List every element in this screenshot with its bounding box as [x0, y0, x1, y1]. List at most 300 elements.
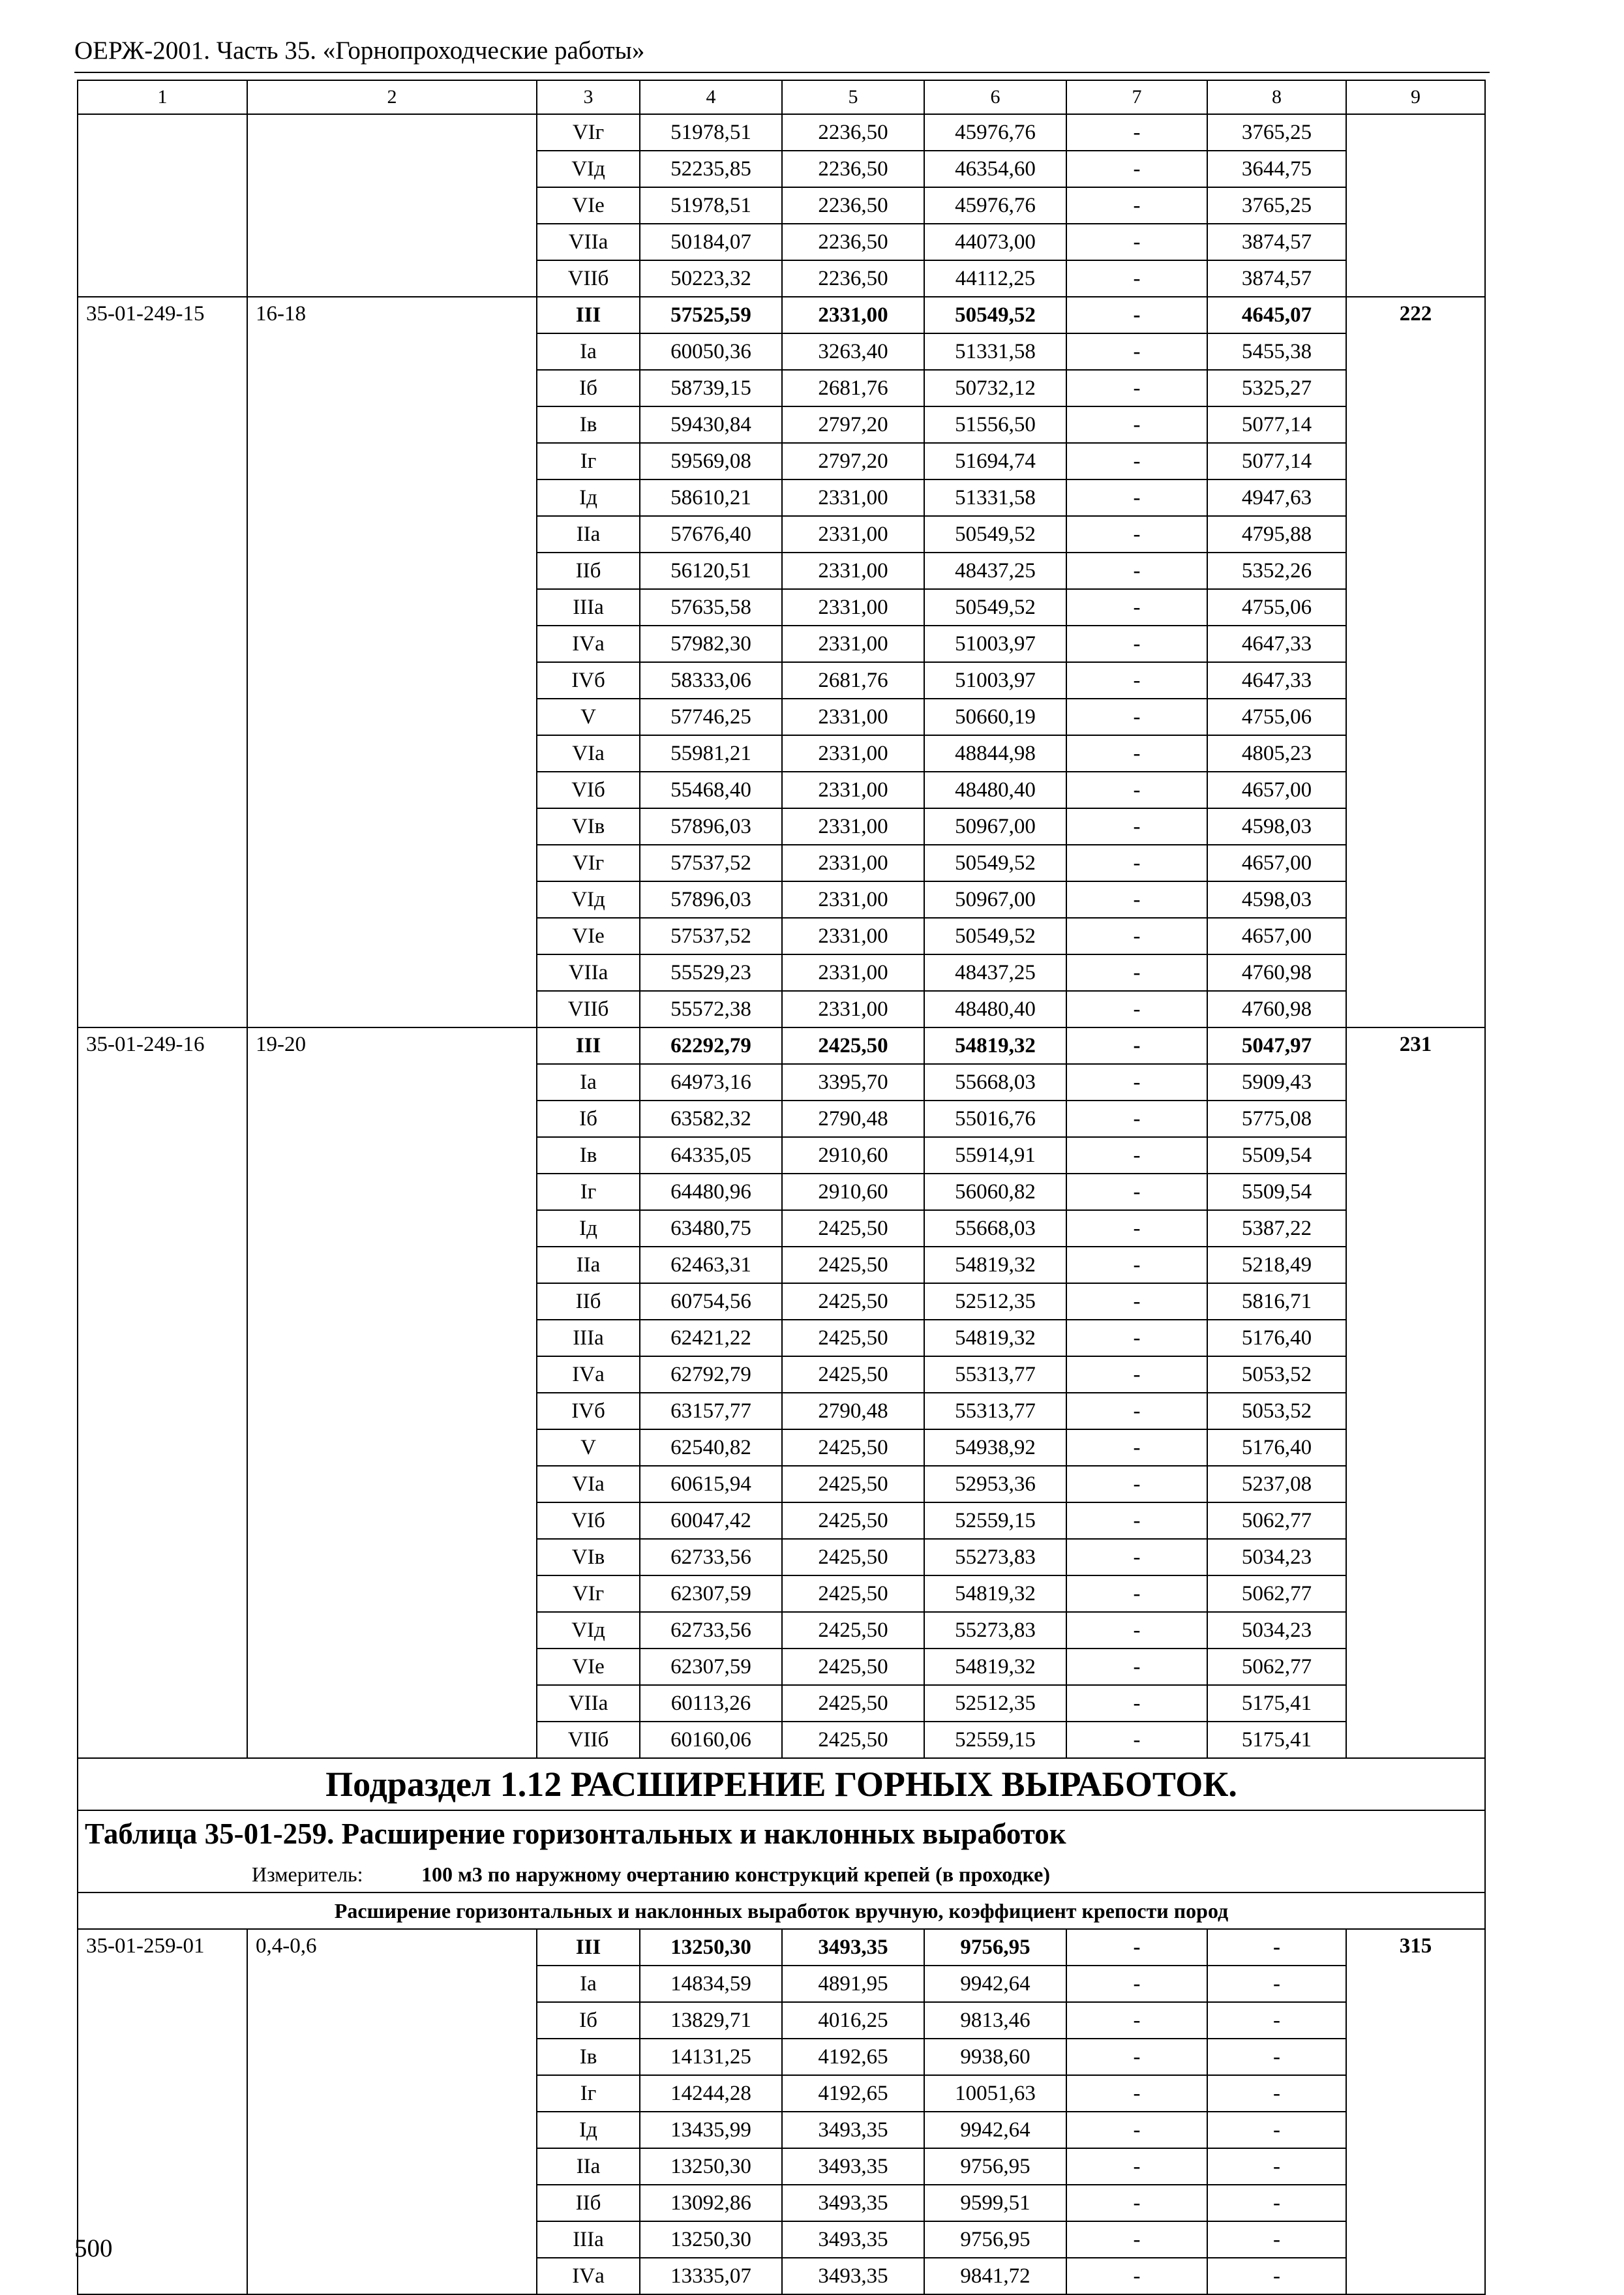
drivers-wages-cell: - [1066, 991, 1207, 1027]
total-cost-cell: 51978,51 [640, 187, 782, 224]
wages-cell: 4192,65 [782, 2039, 924, 2075]
materials-cell: - [1207, 2039, 1346, 2075]
wages-cell: 2790,48 [782, 1101, 924, 1137]
drivers-wages-cell: - [1066, 553, 1207, 589]
table-row [78, 114, 1485, 151]
page-header: ОЕРЖ-2001. Часть 35. «Горнопроходческие работы» [74, 37, 645, 65]
materials-cell: 5509,54 [1207, 1137, 1346, 1174]
wages-cell: 2425,50 [782, 1649, 924, 1685]
machines-cell: 50967,00 [924, 881, 1066, 918]
class-cell: VIа [537, 735, 640, 772]
materials-cell: 5077,14 [1207, 443, 1346, 479]
total-cost-cell: 57525,59 [640, 297, 782, 333]
drivers-wages-cell: - [1066, 1101, 1207, 1137]
wages-cell: 3493,35 [782, 2112, 924, 2148]
machines-cell: 50549,52 [924, 297, 1066, 333]
drivers-wages-cell: - [1066, 443, 1207, 479]
wages-cell: 2331,00 [782, 479, 924, 516]
class-cell: VIд [537, 1612, 640, 1649]
wages-cell: 2331,00 [782, 881, 924, 918]
drivers-wages-cell: - [1066, 370, 1207, 406]
labor-cost-cell [1346, 114, 1485, 297]
drivers-wages-cell: - [1066, 2221, 1207, 2258]
machines-cell: 51331,58 [924, 333, 1066, 370]
drivers-wages-cell: - [1066, 954, 1207, 991]
description-row [78, 1892, 1485, 1929]
description-cell: Расширение горизонтальных и наклонных выработок вручную, коэффициент крепости пород [78, 1892, 1485, 1929]
total-cost-cell: 51978,51 [640, 114, 782, 151]
wages-cell: 2425,50 [782, 1027, 924, 1064]
total-cost-cell: 57635,58 [640, 589, 782, 626]
measure-row [78, 1857, 1485, 1892]
materials-cell: 5176,40 [1207, 1429, 1346, 1466]
class-cell: IIIа [537, 2221, 640, 2258]
measure-cell [78, 1857, 1485, 1892]
materials-cell: - [1207, 2185, 1346, 2221]
wages-cell: 2331,00 [782, 918, 924, 954]
wages-cell: 2331,00 [782, 772, 924, 808]
class-cell: IIб [537, 2185, 640, 2221]
wages-cell: 2236,50 [782, 151, 924, 187]
drivers-wages-cell: - [1066, 2039, 1207, 2075]
total-cost-cell: 14244,28 [640, 2075, 782, 2112]
wages-cell: 2425,50 [782, 1539, 924, 1575]
wages-cell: 2331,00 [782, 516, 924, 553]
wages-cell: 2425,50 [782, 1247, 924, 1283]
materials-cell: - [1207, 2221, 1346, 2258]
wages-cell: 2331,00 [782, 297, 924, 333]
drivers-wages-cell: - [1066, 187, 1207, 224]
materials-cell: 5062,77 [1207, 1575, 1346, 1612]
total-cost-cell: 58610,21 [640, 479, 782, 516]
wages-cell: 2425,50 [782, 1429, 924, 1466]
materials-cell: 5175,41 [1207, 1722, 1346, 1758]
materials-cell: 3765,25 [1207, 187, 1346, 224]
drivers-wages-cell: - [1066, 1210, 1207, 1247]
total-cost-cell: 62463,31 [640, 1247, 782, 1283]
total-cost-cell: 56120,51 [640, 553, 782, 589]
machines-cell: 9599,51 [924, 2185, 1066, 2221]
class-cell: V [537, 1429, 640, 1466]
labor-cost-cell: 222 [1346, 297, 1485, 1027]
machines-cell: 50660,19 [924, 699, 1066, 735]
drivers-wages-cell: - [1066, 845, 1207, 881]
machines-cell: 55016,76 [924, 1101, 1066, 1137]
total-cost-cell: 64973,16 [640, 1064, 782, 1101]
materials-cell: - [1207, 2002, 1346, 2039]
machines-cell: 45976,76 [924, 114, 1066, 151]
wages-cell: 4016,25 [782, 2002, 924, 2039]
materials-cell: 5062,77 [1207, 1649, 1346, 1685]
machines-cell: 46354,60 [924, 151, 1066, 187]
class-cell: Iв [537, 1137, 640, 1174]
drivers-wages-cell: - [1066, 1064, 1207, 1101]
materials-cell: 4598,03 [1207, 808, 1346, 845]
total-cost-cell: 62540,82 [640, 1429, 782, 1466]
machines-cell: 50549,52 [924, 589, 1066, 626]
materials-cell: - [1207, 1929, 1346, 1966]
machines-cell: 55668,03 [924, 1210, 1066, 1247]
class-cell: VIа [537, 1466, 640, 1502]
class-cell: Iг [537, 443, 640, 479]
class-cell: VIIб [537, 260, 640, 297]
total-cost-cell: 63480,75 [640, 1210, 782, 1247]
materials-cell: 5047,97 [1207, 1027, 1346, 1064]
column-number: 1 [78, 80, 247, 114]
machines-cell: 50967,00 [924, 808, 1066, 845]
class-cell: VIг [537, 845, 640, 881]
column-number-row [78, 80, 1485, 114]
class-cell: Iг [537, 1174, 640, 1210]
materials-cell: 4657,00 [1207, 918, 1346, 954]
wages-cell: 2797,20 [782, 406, 924, 443]
materials-cell: - [1207, 2148, 1346, 2185]
materials-cell: 4760,98 [1207, 954, 1346, 991]
total-cost-cell: 62733,56 [640, 1612, 782, 1649]
wages-cell: 2331,00 [782, 845, 924, 881]
wages-cell: 2331,00 [782, 991, 924, 1027]
materials-cell: 4755,06 [1207, 699, 1346, 735]
machines-cell: 55273,83 [924, 1612, 1066, 1649]
total-cost-cell: 60160,06 [640, 1722, 782, 1758]
column-number: 6 [924, 80, 1066, 114]
drivers-wages-cell: - [1066, 333, 1207, 370]
machines-cell: 55273,83 [924, 1539, 1066, 1575]
table-row [78, 1027, 1485, 1064]
machines-cell: 51556,50 [924, 406, 1066, 443]
machines-cell: 48480,40 [924, 991, 1066, 1027]
total-cost-cell: 60047,42 [640, 1502, 782, 1539]
header-rule [74, 72, 1490, 73]
column-number: 5 [782, 80, 924, 114]
class-cell: IIа [537, 2148, 640, 2185]
materials-cell: 5062,77 [1207, 1502, 1346, 1539]
wages-cell: 2331,00 [782, 735, 924, 772]
materials-cell: 5509,54 [1207, 1174, 1346, 1210]
drivers-wages-cell: - [1066, 2185, 1207, 2221]
drivers-wages-cell: - [1066, 297, 1207, 333]
class-cell: III [537, 297, 640, 333]
drivers-wages-cell: - [1066, 918, 1207, 954]
machines-cell: 52559,15 [924, 1722, 1066, 1758]
column-number: 9 [1346, 80, 1485, 114]
total-cost-cell: 13335,07 [640, 2258, 782, 2294]
class-cell: Iа [537, 1966, 640, 2002]
wages-cell: 2425,50 [782, 1612, 924, 1649]
total-cost-cell: 50184,07 [640, 224, 782, 260]
machines-cell: 56060,82 [924, 1174, 1066, 1210]
materials-cell: 3765,25 [1207, 114, 1346, 151]
materials-cell: 5175,41 [1207, 1685, 1346, 1722]
class-cell: VIв [537, 1539, 640, 1575]
machines-cell: 50549,52 [924, 516, 1066, 553]
drivers-wages-cell: - [1066, 2258, 1207, 2294]
total-cost-cell: 60113,26 [640, 1685, 782, 1722]
materials-cell: 5176,40 [1207, 1320, 1346, 1356]
materials-cell: 4598,03 [1207, 881, 1346, 918]
class-cell: VIIа [537, 224, 640, 260]
total-cost-cell: 14131,25 [640, 2039, 782, 2075]
materials-cell: 4947,63 [1207, 479, 1346, 516]
class-cell: IIIа [537, 1320, 640, 1356]
wages-cell: 2790,48 [782, 1393, 924, 1429]
drivers-wages-cell: - [1066, 1137, 1207, 1174]
total-cost-cell: 63157,77 [640, 1393, 782, 1429]
drivers-wages-cell: - [1066, 1539, 1207, 1575]
materials-cell: 5237,08 [1207, 1466, 1346, 1502]
rates-table [77, 80, 1486, 2295]
norm-code-cell: 35-01-249-15 [78, 297, 247, 1027]
machines-cell: 52512,35 [924, 1685, 1066, 1722]
norm-code-cell [78, 114, 247, 297]
total-cost-cell: 62733,56 [640, 1539, 782, 1575]
class-cell: Iб [537, 370, 640, 406]
class-cell: IVб [537, 662, 640, 699]
total-cost-cell: 55981,21 [640, 735, 782, 772]
class-cell: VIв [537, 808, 640, 845]
wages-cell: 3493,35 [782, 2221, 924, 2258]
machines-cell: 48844,98 [924, 735, 1066, 772]
drivers-wages-cell: - [1066, 626, 1207, 662]
materials-cell: - [1207, 1966, 1346, 2002]
machines-cell: 55313,77 [924, 1393, 1066, 1429]
wages-cell: 2910,60 [782, 1174, 924, 1210]
materials-cell: - [1207, 2112, 1346, 2148]
wages-cell: 2425,50 [782, 1502, 924, 1539]
total-cost-cell: 57676,40 [640, 516, 782, 553]
wages-cell: 4891,95 [782, 1966, 924, 2002]
page-number: 500 [74, 2234, 113, 2262]
column-number: 7 [1066, 80, 1207, 114]
wages-cell: 2425,50 [782, 1283, 924, 1320]
wages-cell: 2425,50 [782, 1356, 924, 1393]
drivers-wages-cell: - [1066, 406, 1207, 443]
machines-cell: 10051,63 [924, 2075, 1066, 2112]
machines-cell: 51003,97 [924, 662, 1066, 699]
class-cell: IVа [537, 626, 640, 662]
materials-cell: 3874,57 [1207, 224, 1346, 260]
machines-cell: 54819,32 [924, 1247, 1066, 1283]
table-title-row [78, 1810, 1485, 1857]
drivers-wages-cell: - [1066, 881, 1207, 918]
table-body [78, 80, 1485, 2294]
total-cost-cell: 57537,52 [640, 918, 782, 954]
machines-cell: 45976,76 [924, 187, 1066, 224]
total-cost-cell: 59569,08 [640, 443, 782, 479]
labor-cost-cell: 315 [1346, 1929, 1485, 2294]
machines-cell: 52953,36 [924, 1466, 1066, 1502]
machines-cell: 52512,35 [924, 1283, 1066, 1320]
drivers-wages-cell: - [1066, 2002, 1207, 2039]
materials-cell: 5077,14 [1207, 406, 1346, 443]
column-number: 2 [247, 80, 537, 114]
wages-cell: 2425,50 [782, 1722, 924, 1758]
class-cell: IIб [537, 553, 640, 589]
class-cell: VIе [537, 918, 640, 954]
class-cell: III [537, 1027, 640, 1064]
class-cell: VIг [537, 1575, 640, 1612]
class-cell: VIг [537, 114, 640, 151]
machines-cell: 51003,97 [924, 626, 1066, 662]
materials-cell: 5218,49 [1207, 1247, 1346, 1283]
materials-cell: - [1207, 2075, 1346, 2112]
total-cost-cell: 62307,59 [640, 1649, 782, 1685]
materials-cell: 5053,52 [1207, 1393, 1346, 1429]
wages-cell: 3493,35 [782, 2258, 924, 2294]
materials-cell: 5775,08 [1207, 1101, 1346, 1137]
wages-cell: 2797,20 [782, 443, 924, 479]
materials-cell: 5455,38 [1207, 333, 1346, 370]
norm-code-cell: 35-01-259-01 [78, 1929, 247, 2294]
machines-cell: 48480,40 [924, 772, 1066, 808]
machines-cell: 9756,95 [924, 2148, 1066, 2185]
column-number: 3 [537, 80, 640, 114]
drivers-wages-cell: - [1066, 224, 1207, 260]
drivers-wages-cell: - [1066, 1929, 1207, 1966]
table-row [78, 1929, 1485, 1966]
machines-cell: 50549,52 [924, 845, 1066, 881]
total-cost-cell: 52235,85 [640, 151, 782, 187]
drivers-wages-cell: - [1066, 260, 1207, 297]
parameter-range-cell: 19-20 [247, 1027, 537, 1758]
wages-cell: 2331,00 [782, 808, 924, 845]
drivers-wages-cell: - [1066, 1966, 1207, 2002]
total-cost-cell: 64335,05 [640, 1137, 782, 1174]
total-cost-cell: 64480,96 [640, 1174, 782, 1210]
class-cell: VIе [537, 1649, 640, 1685]
drivers-wages-cell: - [1066, 808, 1207, 845]
machines-cell: 9938,60 [924, 2039, 1066, 2075]
total-cost-cell: 14834,59 [640, 1966, 782, 2002]
materials-cell: 5909,43 [1207, 1064, 1346, 1101]
drivers-wages-cell: - [1066, 2075, 1207, 2112]
machines-cell: 54819,32 [924, 1320, 1066, 1356]
class-cell: VIIб [537, 1722, 640, 1758]
drivers-wages-cell: - [1066, 1649, 1207, 1685]
machines-cell: 9942,64 [924, 1966, 1066, 2002]
machines-cell: 51331,58 [924, 479, 1066, 516]
drivers-wages-cell: - [1066, 772, 1207, 808]
wages-cell: 2425,50 [782, 1685, 924, 1722]
labor-cost-cell: 231 [1346, 1027, 1485, 1758]
machines-cell: 50732,12 [924, 370, 1066, 406]
total-cost-cell: 57896,03 [640, 808, 782, 845]
subsection-row [78, 1758, 1485, 1810]
total-cost-cell: 13250,30 [640, 1929, 782, 1966]
total-cost-cell: 55468,40 [640, 772, 782, 808]
total-cost-cell: 57982,30 [640, 626, 782, 662]
drivers-wages-cell: - [1066, 1466, 1207, 1502]
class-cell: VIб [537, 1502, 640, 1539]
norm-code-cell: 35-01-249-16 [78, 1027, 247, 1758]
class-cell: Iд [537, 1210, 640, 1247]
class-cell: IVа [537, 2258, 640, 2294]
machines-cell: 54938,92 [924, 1429, 1066, 1466]
wages-cell: 2681,76 [782, 662, 924, 699]
subsection-title: Подраздел 1.12 РАСШИРЕНИЕ ГОРНЫХ ВЫРАБОТОК. [78, 1758, 1485, 1810]
class-cell: Iд [537, 479, 640, 516]
class-cell: IIа [537, 1247, 640, 1283]
drivers-wages-cell: - [1066, 1429, 1207, 1466]
drivers-wages-cell: - [1066, 2112, 1207, 2148]
machines-cell: 50549,52 [924, 918, 1066, 954]
wages-cell: 2331,00 [782, 954, 924, 991]
machines-cell: 48437,25 [924, 553, 1066, 589]
machines-cell: 55914,91 [924, 1137, 1066, 1174]
total-cost-cell: 62307,59 [640, 1575, 782, 1612]
wages-cell: 3493,35 [782, 2148, 924, 2185]
total-cost-cell: 13435,99 [640, 2112, 782, 2148]
materials-cell: 5034,23 [1207, 1612, 1346, 1649]
class-cell: Iв [537, 406, 640, 443]
wages-cell: 2331,00 [782, 589, 924, 626]
materials-cell: 5387,22 [1207, 1210, 1346, 1247]
materials-cell: 4795,88 [1207, 516, 1346, 553]
total-cost-cell: 58739,15 [640, 370, 782, 406]
measure-value: 100 м3 по наружному очертанию конструкций крепей (в проходке) [421, 1862, 1051, 1886]
materials-cell: 4645,07 [1207, 297, 1346, 333]
class-cell: Iв [537, 2039, 640, 2075]
machines-cell: 54819,32 [924, 1027, 1066, 1064]
wages-cell: 4192,65 [782, 2075, 924, 2112]
total-cost-cell: 62292,79 [640, 1027, 782, 1064]
drivers-wages-cell: - [1066, 151, 1207, 187]
parameter-range-cell: 0,4-0,6 [247, 1929, 537, 2294]
total-cost-cell: 62792,79 [640, 1356, 782, 1393]
class-cell: VIд [537, 151, 640, 187]
total-cost-cell: 55572,38 [640, 991, 782, 1027]
drivers-wages-cell: - [1066, 1612, 1207, 1649]
materials-cell: 4647,33 [1207, 662, 1346, 699]
parameter-range-cell: 16-18 [247, 297, 537, 1027]
drivers-wages-cell: - [1066, 2148, 1207, 2185]
wages-cell: 2331,00 [782, 626, 924, 662]
wages-cell: 2425,50 [782, 1575, 924, 1612]
machines-cell: 44073,00 [924, 224, 1066, 260]
drivers-wages-cell: - [1066, 1575, 1207, 1612]
class-cell: Iа [537, 333, 640, 370]
materials-cell: 4760,98 [1207, 991, 1346, 1027]
wages-cell: 2681,76 [782, 370, 924, 406]
total-cost-cell: 59430,84 [640, 406, 782, 443]
machines-cell: 9756,95 [924, 1929, 1066, 1966]
drivers-wages-cell: - [1066, 1502, 1207, 1539]
materials-cell: 4647,33 [1207, 626, 1346, 662]
class-cell: IIб [537, 1283, 640, 1320]
table-row [78, 297, 1485, 333]
total-cost-cell: 62421,22 [640, 1320, 782, 1356]
materials-cell: 3874,57 [1207, 260, 1346, 297]
materials-cell: 3644,75 [1207, 151, 1346, 187]
drivers-wages-cell: - [1066, 479, 1207, 516]
materials-cell: 5352,26 [1207, 553, 1346, 589]
total-cost-cell: 50223,32 [640, 260, 782, 297]
class-cell: Iг [537, 2075, 640, 2112]
drivers-wages-cell: - [1066, 1356, 1207, 1393]
wages-cell: 2910,60 [782, 1137, 924, 1174]
wages-cell: 3263,40 [782, 333, 924, 370]
machines-cell: 55313,77 [924, 1356, 1066, 1393]
class-cell: Iд [537, 2112, 640, 2148]
class-cell: VIе [537, 187, 640, 224]
drivers-wages-cell: - [1066, 1685, 1207, 1722]
total-cost-cell: 57896,03 [640, 881, 782, 918]
wages-cell: 3493,35 [782, 1929, 924, 1966]
materials-cell: 5816,71 [1207, 1283, 1346, 1320]
wages-cell: 3395,70 [782, 1064, 924, 1101]
machines-cell: 52559,15 [924, 1502, 1066, 1539]
drivers-wages-cell: - [1066, 1174, 1207, 1210]
